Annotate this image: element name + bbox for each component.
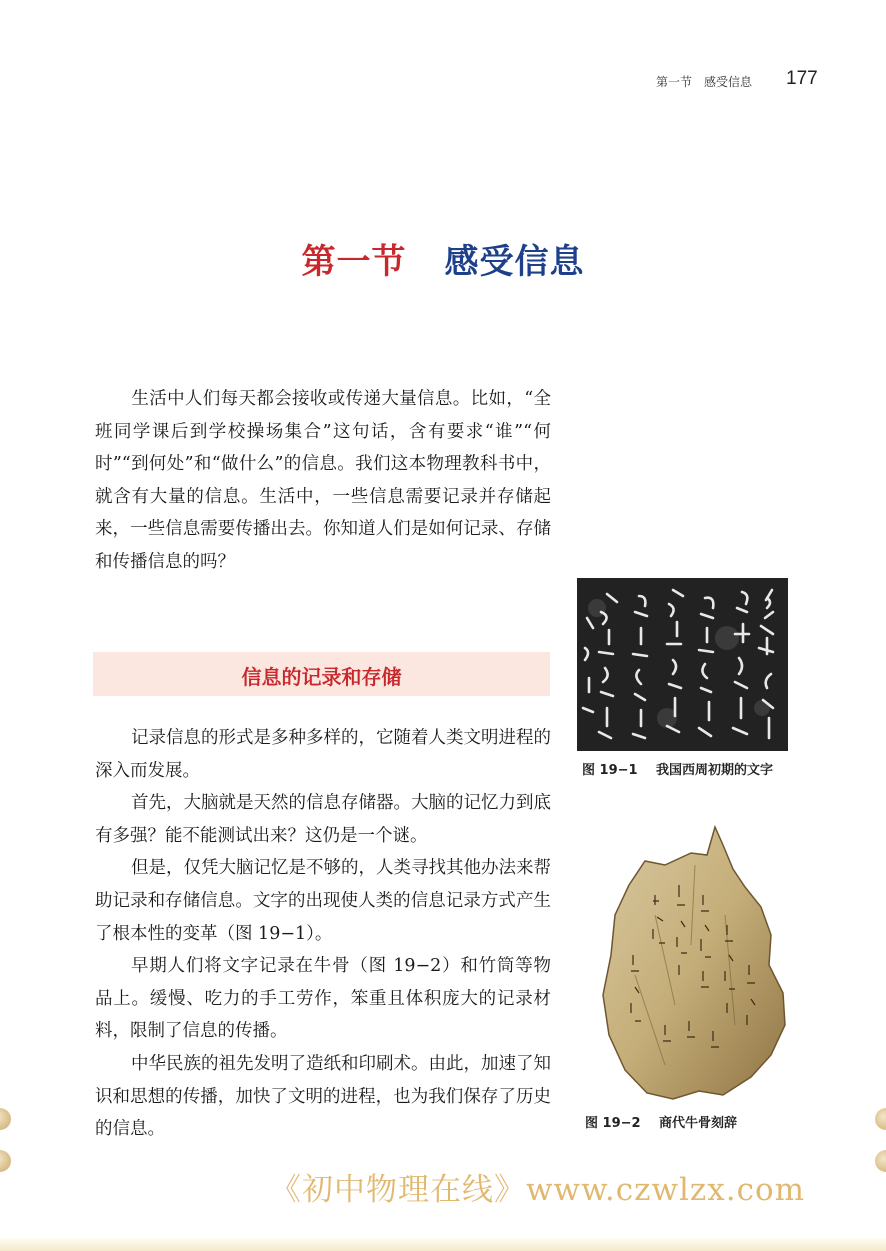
- page-number: 177: [786, 68, 818, 89]
- section-number: 第一节: [301, 242, 407, 282]
- header-section-title: 第一节 感受信息: [656, 75, 753, 89]
- section-title: [0, 234, 886, 283]
- body-paragraph: 首先，大脑就是天然的信息存储器。大脑的记忆力到底有多强？能不能测试出来？这仍是一个谜。: [95, 793, 551, 846]
- figure-2-caption: [585, 1112, 795, 1131]
- page-bottom-edge: [0, 1238, 886, 1251]
- body-text: [95, 722, 551, 1146]
- figure-2-caption-text: 商代牛骨刻辞: [659, 1116, 738, 1131]
- figure-1-caption-text: 我国西周初期的文字: [656, 763, 774, 778]
- subsection-heading: [93, 652, 550, 696]
- body-paragraph: 记录信息的形式是多种多样的，它随着人类文明进程的深入而发展。: [95, 728, 551, 781]
- edge-circle-decoration: [875, 1150, 886, 1172]
- figure-1-label: 图 19−1: [582, 763, 638, 778]
- body-paragraph: 但是，仅凭大脑记忆是不够的，人类寻找其他办法来帮助记录和存储信息。文字的出现使人类的信息记录方式产生了根本性的变革（图 19−1）。: [95, 858, 551, 944]
- subsection-title: 信息的记录和存储: [241, 665, 402, 689]
- section-name: 感受信息: [444, 242, 585, 282]
- body-paragraph: 中华民族的祖先发明了造纸和印刷术。由此，加速了知识和思想的传播，加快了文明的进程，也为我们保存了历史的信息。: [95, 1053, 551, 1140]
- intro-text: 生活中人们每天都会接收或传递大量信息。比如，“全班同学课后到学校操场集合”这句话，含有要求“谁”“何时”“到何处”和“做什么”的信息。我们这本物理教科书中，就含有大量的信息。生活中，一些信息需要记录并存储起来，一些信息需要传播出去。你知道人们是如何记录、存储和传播信息的吗？: [95, 389, 551, 572]
- body-paragraph: 早期人们将文字记录在牛骨（图 19−2）和竹筒等物品上。缓慢、吃力的手工劳作，笨重且体积庞大的记录材料，限制了信息的传播。: [95, 956, 551, 1042]
- edge-circle-decoration: [0, 1150, 11, 1172]
- intro-paragraph: [95, 383, 551, 579]
- edge-circle-decoration: [0, 1108, 11, 1130]
- figure-oracle-bone-image: [595, 825, 790, 1100]
- running-header: [620, 66, 830, 96]
- figure-1-caption: [582, 761, 792, 780]
- figure-2-label: 图 19−2: [585, 1116, 641, 1131]
- figure-bronze-inscription-image: [577, 578, 788, 751]
- watermark: 《初中物理在线》www.czwlzx.com: [270, 1172, 806, 1208]
- edge-circle-decoration: [875, 1108, 886, 1130]
